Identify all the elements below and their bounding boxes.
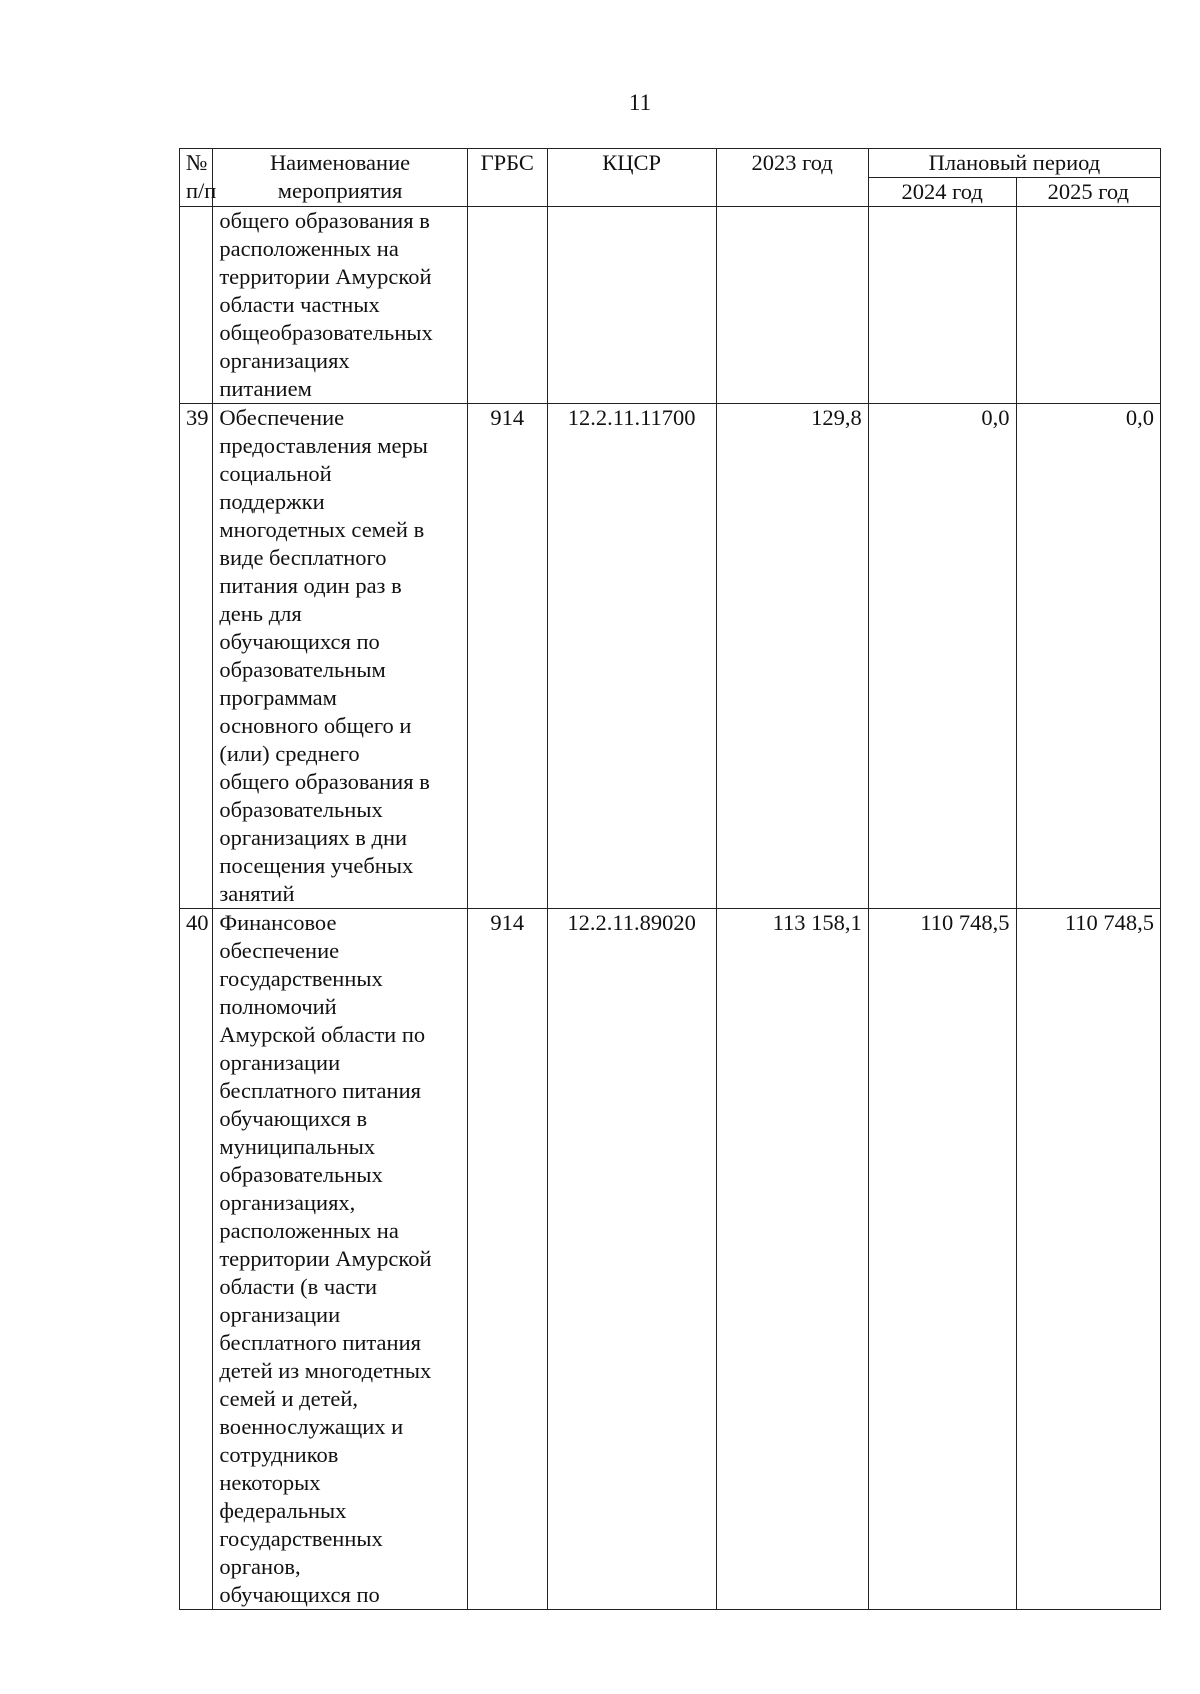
cell-name-line: основного общего и [219, 713, 412, 738]
cell-name-line: органов, [219, 1554, 301, 1579]
cell-name-line: полномочий [219, 994, 337, 1019]
cell-name-line: федеральных [219, 1498, 347, 1523]
cell-name-line: обучающихся по [219, 1582, 380, 1607]
cell-num: 40 [180, 909, 213, 1610]
cell-num [180, 207, 213, 404]
cell-kcsr: 12.2.11.11700 [547, 404, 716, 909]
cell-name-line: обучающихся по [219, 629, 380, 654]
cell-name-line: предоставления меры [219, 433, 428, 458]
cell-name-line: обеспечение [219, 938, 340, 963]
cell-name-line: питанием [219, 376, 312, 401]
cell-name-line: день для [219, 601, 302, 626]
cell-name-line: Амурской области по [219, 1022, 426, 1047]
cell-2024: 0,0 [868, 404, 1016, 909]
cell-2025: 110 748,5 [1016, 909, 1160, 1610]
cell-name-line: общеобразовательных [219, 320, 433, 345]
header-row-1 [180, 149, 1161, 178]
cell-name-line: (или) среднего [219, 741, 360, 766]
header-2023: 2023 год [716, 149, 868, 207]
cell-name-line: образовательных [219, 797, 383, 822]
header-num-line: № [186, 150, 208, 175]
cell-name-line: образовательных [219, 1162, 383, 1187]
cell-name-line: государственных [219, 966, 383, 991]
cell-name-line: организации [219, 1302, 341, 1327]
cell-name-line: бесплатного питания [219, 1078, 421, 1103]
header-2025: 2025 год [1016, 178, 1160, 207]
header-name [213, 149, 467, 207]
cell-name [213, 207, 467, 404]
cell-name-line: некоторых [219, 1470, 321, 1495]
cell-kcsr [547, 207, 716, 404]
header-num-line: п/п [186, 178, 217, 203]
header-name-line: Наименование [269, 150, 411, 175]
cell-2025 [1016, 207, 1160, 404]
cell-2023 [716, 207, 868, 404]
cell-name-line: Обеспечение [219, 405, 345, 430]
header-planned-period: Плановый период [868, 149, 1160, 178]
cell-name-line: посещения учебных [219, 853, 414, 878]
cell-name-line: программам [219, 685, 337, 710]
cell-name-line: территории Амурской [219, 1246, 432, 1271]
cell-name-line: занятий [219, 881, 295, 906]
cell-name-line: общего образования в [219, 208, 430, 233]
budget-table [179, 148, 1161, 1610]
table-row-continuation [180, 207, 1161, 404]
cell-name [213, 909, 467, 1610]
cell-name-line: организации [219, 1050, 341, 1075]
cell-name-line: обучающихся в [219, 1106, 368, 1131]
cell-name-line: общего образования в [219, 769, 430, 794]
cell-name-line: организациях в дни [219, 825, 408, 850]
cell-name-line: расположенных на [219, 236, 399, 261]
cell-grbs: 914 [467, 909, 547, 1610]
cell-name-line: организациях [219, 348, 350, 373]
cell-name-line: территории Амурской [219, 264, 432, 289]
cell-name-line: государственных [219, 1526, 383, 1551]
cell-name-line: виде бесплатного [219, 545, 387, 570]
cell-num: 39 [180, 404, 213, 909]
cell-name-line: питания один раз в [219, 573, 402, 598]
cell-2023: 129,8 [716, 404, 868, 909]
cell-name-line: поддержки [219, 489, 325, 514]
table-row [180, 404, 1161, 909]
cell-name [213, 404, 467, 909]
cell-name-line: области частных [219, 292, 380, 317]
cell-name-line: социальной [219, 461, 332, 486]
cell-name-line: Финансовое [219, 910, 337, 935]
cell-grbs: 914 [467, 404, 547, 909]
cell-name-line: сотрудников [219, 1442, 339, 1467]
cell-2024: 110 748,5 [868, 909, 1016, 1610]
cell-name-line: образовательным [219, 657, 386, 682]
cell-2023: 113 158,1 [716, 909, 868, 1610]
cell-name-line: бесплатного питания [219, 1330, 421, 1355]
cell-name-line: организациях, [219, 1190, 356, 1215]
header-grbs: ГРБС [467, 149, 547, 207]
cell-kcsr: 12.2.11.89020 [547, 909, 716, 1610]
cell-name-line: многодетных семей в [219, 517, 425, 542]
header-name-line: мероприятия [277, 178, 403, 203]
cell-grbs [467, 207, 547, 404]
cell-name-line: детей из многодетных [219, 1358, 432, 1383]
cell-name-line: семей и детей, [219, 1386, 359, 1411]
cell-name-line: военнослужащих и [219, 1414, 404, 1439]
cell-name-line: муниципальных [219, 1134, 376, 1159]
header-kcsr: КЦСР [547, 149, 716, 207]
cell-name-line: области (в части [219, 1274, 378, 1299]
header-2024: 2024 год [868, 178, 1016, 207]
header-num [180, 149, 217, 207]
cell-2025: 0,0 [1016, 404, 1160, 909]
cell-name-line: расположенных на [219, 1218, 399, 1243]
cell-2024 [868, 207, 1016, 404]
page-number: 11 [628, 90, 652, 115]
table-row [180, 909, 1161, 1610]
